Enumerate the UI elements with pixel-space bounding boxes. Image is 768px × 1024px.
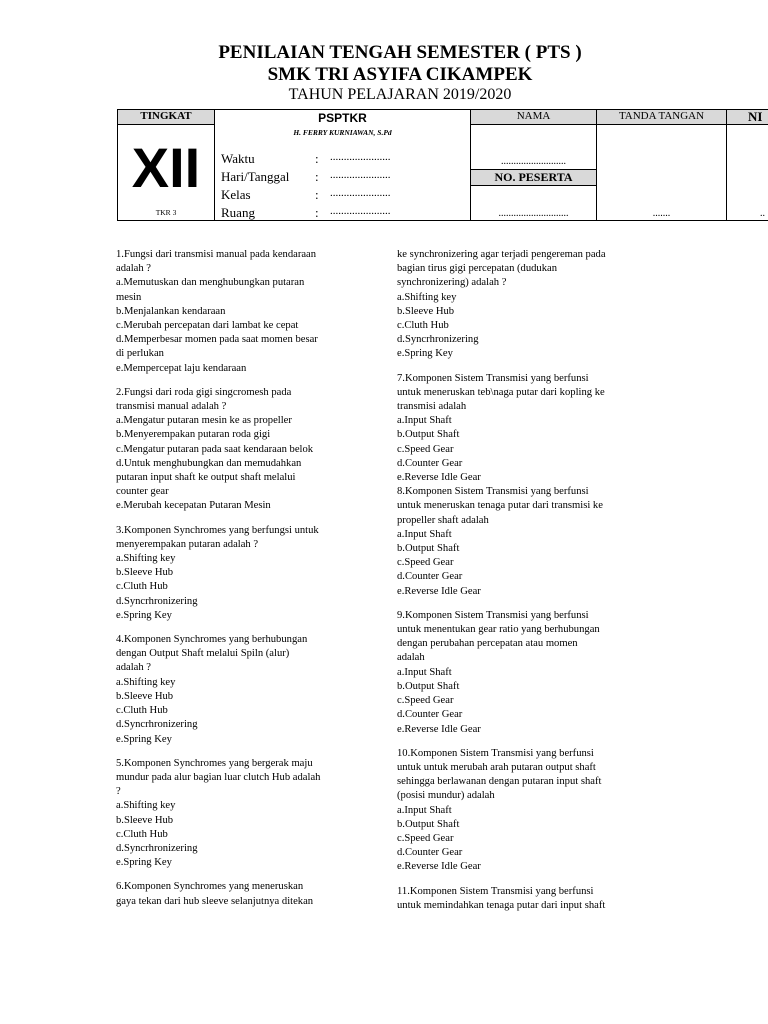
question-line: c.Cluth Hub xyxy=(116,705,168,717)
question-line: e.Mempercepat laju kendaraan xyxy=(116,362,247,374)
question-line: 10.Komponen Sistem Transmisi yang berfunsi xyxy=(397,747,594,759)
field-kelas-label: Kelas xyxy=(221,187,251,202)
question-line: untuk menentukan gear ratio yang berhubungan xyxy=(397,624,600,636)
question-line: untuk untuk merubah arah putaran output shaft xyxy=(397,761,596,773)
spacer xyxy=(397,599,657,609)
questions-right-column xyxy=(397,248,657,913)
field-ruang-value[interactable]: ...................... xyxy=(330,205,391,217)
question-line: b.Sleeve Hub xyxy=(116,814,174,826)
question-line: c.Cluth Hub xyxy=(116,828,168,840)
question-line: putaran input shaft ke output shaft melalui xyxy=(116,472,296,484)
question-line: 11.Komponen Sistem Transmisi yang berfunsi xyxy=(397,885,594,897)
question-line: untuk meneruskan teb\naga putar dari kopling ke xyxy=(397,386,605,398)
question-line: untuk memindahkan tenaga putar dari input shaft xyxy=(397,899,606,911)
question-line: d.Memperbesar momen pada saat momen besar xyxy=(116,334,318,346)
question-line: 8.Komponen Sistem Transmisi yang berfunsi xyxy=(397,486,589,498)
question-line: adalah xyxy=(397,652,425,664)
question-line: d.Counter Gear xyxy=(397,709,463,721)
question-line: b.Output Shaft xyxy=(397,818,460,830)
question-line: a.Shifting key xyxy=(397,291,457,303)
question-line: bagian tirus gigi percepatan (dudukan xyxy=(397,263,558,275)
question-line: b.Output Shaft xyxy=(397,543,460,555)
question-line: ? xyxy=(116,786,121,798)
question-line: 1.Fungsi dari transmisi manual pada kendaraan xyxy=(116,249,317,260)
question-line: dengan Output Shaft melalui Spiln (alur) xyxy=(116,648,290,660)
exam-header xyxy=(0,42,768,104)
question-line: 6.Komponen Synchromes yang meneruskan xyxy=(116,881,304,893)
field-kelas-sep: : xyxy=(315,187,319,202)
question-line: a.Input Shaft xyxy=(397,415,452,427)
no-peserta-dots[interactable]: ............................ xyxy=(498,208,569,219)
school-name: SMK TRI ASYIFA CIKAMPEK xyxy=(267,64,533,85)
question-line: d.Syncrhronizering xyxy=(116,842,198,854)
question-line: c.Speed Gear xyxy=(397,443,454,455)
question-line: b.Menyerempakan putaran roda gigi xyxy=(116,429,271,441)
question-line: a.Shifting key xyxy=(116,676,176,688)
tingkat-value: XII xyxy=(131,136,201,199)
question-line: d.Syncrhronizering xyxy=(116,719,198,731)
question-line: c.Speed Gear xyxy=(397,695,454,707)
question-line: gaya tekan dari hub sleeve selanjutnya ditekan xyxy=(116,895,314,907)
question-line: a.Input Shaft xyxy=(397,528,452,540)
question-line: b.Sleeve Hub xyxy=(116,690,174,702)
question-line: d.Syncrhronizering xyxy=(397,334,479,346)
question-line: dengan perubahan percepatan atau momen xyxy=(397,638,578,650)
question-line: 7.Komponen Sistem Transmisi yang berfunsi xyxy=(397,372,589,384)
nama-dots[interactable]: .......................... xyxy=(501,156,566,167)
question-line: c.Merubah percepatan dari lambat ke cepat xyxy=(116,320,299,332)
field-waktu-sep: : xyxy=(315,151,319,166)
question-line: 9.Komponen Sistem Transmisi yang berfunsi xyxy=(397,609,589,621)
subject-name: PSPTKR xyxy=(318,111,367,125)
question-line: mesin xyxy=(116,291,142,303)
field-waktu-label: Waktu xyxy=(221,151,255,166)
question-line: b.Output Shaft xyxy=(397,429,460,441)
field-hari-label: Hari/Tanggal xyxy=(221,169,290,184)
question-line: e.Reverse Idle Gear xyxy=(397,723,481,735)
spacer xyxy=(116,514,376,524)
tanda-tangan-dots[interactable]: ....... xyxy=(652,208,671,219)
question-line: propeller shaft adalah xyxy=(397,514,489,526)
field-ruang-sep: : xyxy=(315,205,319,220)
question-line: transmisi manual adalah ? xyxy=(116,401,227,413)
question-line: a.Memutuskan dan menghubungkan putaran xyxy=(116,277,305,289)
tanda-tangan-value-cell xyxy=(596,124,727,221)
teacher-name: H. FERRY KURNIAWAN, S.Pd xyxy=(293,128,392,137)
question-line: transmisi adalah xyxy=(397,401,467,413)
nilai-dots[interactable]: .. xyxy=(760,208,765,219)
question-line: untuk meneruskan tenaga putar dari transmisi ke xyxy=(397,500,603,512)
question-line: 4.Komponen Synchromes yang berhubungan xyxy=(116,634,308,646)
question-line: (posisi mundur) adalah xyxy=(397,790,495,802)
question-line: sehingga berlawanan dengan putaran input shaft xyxy=(397,776,602,788)
question-line: adalah ? xyxy=(116,662,151,674)
question-line: b.Sleeve Hub xyxy=(116,567,174,579)
question-line: synchronizering) adalah ? xyxy=(397,277,507,289)
question-line: d.Counter Gear xyxy=(397,457,463,469)
question-line: e.Spring Key xyxy=(116,857,172,869)
question-line: a.Shifting key xyxy=(116,553,176,565)
question-line: b.Output Shaft xyxy=(397,680,460,692)
question-line: c.Mengatur putaran pada saat kendaraan belok xyxy=(116,443,314,455)
question-line: e.Reverse Idle Gear xyxy=(397,472,481,484)
question-line: adalah ? xyxy=(116,263,151,275)
nilai-label: NI xyxy=(748,109,763,124)
spacer xyxy=(116,747,376,757)
field-ruang-label: Ruang xyxy=(221,205,255,220)
nilai-value-cell xyxy=(726,124,768,221)
question-line: c.Cluth Hub xyxy=(397,320,449,332)
spacer xyxy=(116,623,376,633)
question-line: e.Spring Key xyxy=(397,348,453,360)
exam-title: PENILAIAN TENGAH SEMESTER ( PTS ) xyxy=(218,42,582,63)
question-line: di perlukan xyxy=(116,348,164,360)
question-line: e.Reverse Idle Gear xyxy=(397,585,481,597)
question-line: e.Spring Key xyxy=(116,609,172,621)
question-line: e.Reverse Idle Gear xyxy=(397,861,481,873)
spacer xyxy=(397,737,657,747)
spacer xyxy=(116,376,376,386)
question-line: e.Merubah kecepatan Putaran Mesin xyxy=(116,500,271,512)
questions-left-column xyxy=(116,248,376,909)
tingkat-sub: TKR 3 xyxy=(155,208,177,217)
question-line: ke synchronizering agar terjadi pengereman pada xyxy=(397,249,606,260)
question-line: 5.Komponen Synchromes yang bergerak maju xyxy=(116,757,313,769)
question-line: c.Cluth Hub xyxy=(116,581,168,593)
field-waktu-value[interactable]: ...................... xyxy=(330,151,391,163)
academic-year: TAHUN PELAJARAN 2019/2020 xyxy=(288,86,512,103)
no-peserta-label: NO. PESERTA xyxy=(494,170,573,184)
question-line: c.Speed Gear xyxy=(397,557,454,569)
question-line: a.Input Shaft xyxy=(397,666,452,678)
spacer xyxy=(397,362,657,372)
question-line: d.Syncrhronizering xyxy=(116,595,198,607)
field-hari-sep: : xyxy=(315,169,319,184)
question-line: a.Mengatur putaran mesin ke as propeller xyxy=(116,415,292,427)
question-line: d.Untuk menghubungkan dan memudahkan xyxy=(116,457,302,469)
question-line: menyerempakan putaran adalah ? xyxy=(116,538,259,550)
question-line: c.Speed Gear xyxy=(397,832,454,844)
question-line: mundur pada alur bagian luar clutch Hub adalah xyxy=(116,771,321,783)
tingkat-label: TINGKAT xyxy=(140,110,192,122)
nama-label: NAMA xyxy=(516,110,551,122)
question-line: counter gear xyxy=(116,486,169,498)
field-hari-value[interactable]: ...................... xyxy=(330,169,391,181)
question-line: a.Shifting key xyxy=(116,800,176,812)
spacer xyxy=(116,870,376,880)
question-line: d.Counter Gear xyxy=(397,847,463,859)
field-kelas-value[interactable]: ...................... xyxy=(330,187,391,199)
question-line: 3.Komponen Synchromes yang berfungsi untuk xyxy=(116,524,319,536)
spacer xyxy=(397,875,657,885)
tanda-tangan-label: TANDA TANGAN xyxy=(618,110,705,122)
question-line: e.Spring Key xyxy=(116,733,172,745)
question-line: 2.Fungsi dari roda gigi singcromesh pada xyxy=(116,386,292,398)
question-line: d.Counter Gear xyxy=(397,571,463,583)
question-line: b.Sleeve Hub xyxy=(397,305,455,317)
question-line: a.Input Shaft xyxy=(397,804,452,816)
question-line: b.Menjalankan kendaraan xyxy=(116,305,226,317)
